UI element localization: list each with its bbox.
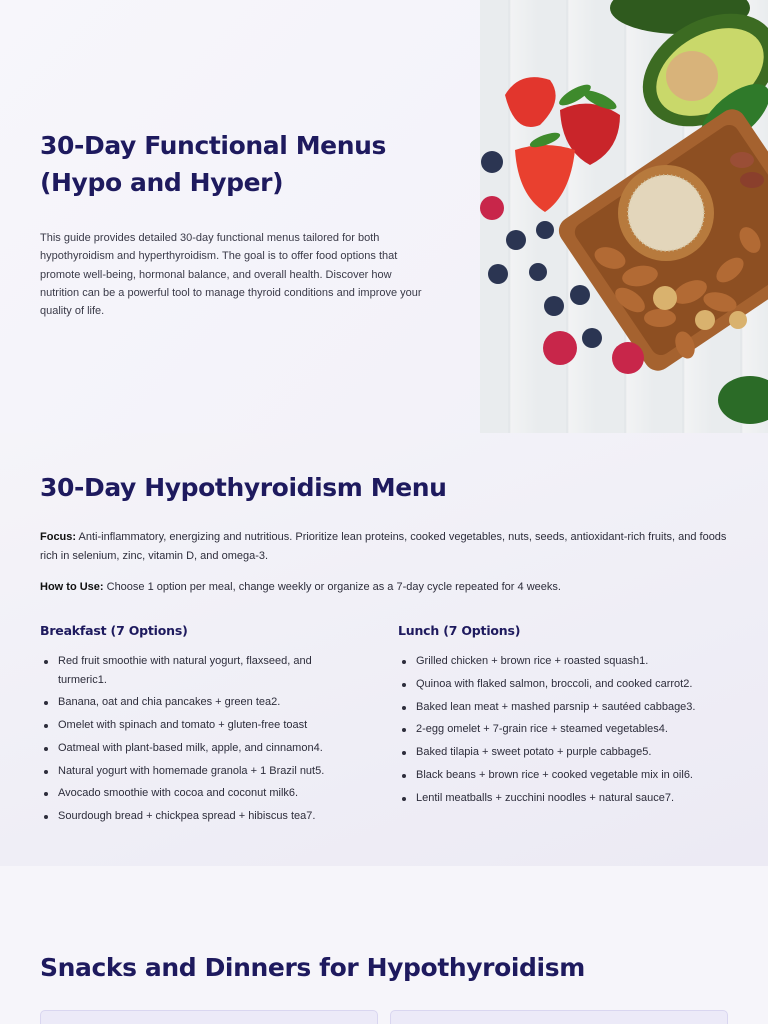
list-item: Black beans + brown rice + cooked vegetable mix in oil6. (398, 766, 718, 785)
list-item: Lentil meatballs + zucchini noodles + natural sauce7. (398, 789, 718, 808)
how-to-use-text: Choose 1 option per meal, change weekly or organize as a 7-day cycle repeated for 4 weeks. (103, 581, 561, 593)
list-item: Baked lean meat + mashed parsnip + sautéed cabbage3. (398, 698, 718, 717)
list-item: Red fruit smoothie with natural yogurt, flaxseed, and turmeric1. (40, 652, 360, 689)
snacks-card (40, 1010, 378, 1024)
breakfast-title: Breakfast (7 Options) (40, 623, 188, 638)
list-item: Avocado smoothie with cocoa and coconut milk6. (40, 784, 360, 803)
focus-label: Focus: (40, 531, 77, 543)
lunch-title: Lunch (7 Options) (398, 623, 521, 638)
section-title: 30-Day Hypothyroidism Menu (40, 473, 447, 502)
list-item: Omelet with spinach and tomato + gluten-free toast (40, 716, 360, 735)
snacks-section-title: Snacks and Dinners for Hypothyroidism (40, 953, 585, 982)
list-item: Sourdough bread + chickpea spread + hibiscus tea7. (40, 807, 360, 826)
avocado-pit (666, 51, 718, 101)
spinach-leaf-bottom (718, 376, 768, 424)
page-title: 30-Day Functional Menus (Hypo and Hyper) (40, 131, 387, 197)
food-illustration (480, 0, 768, 433)
strawberry-3 (515, 145, 575, 212)
how-to-use-label: How to Use: (40, 581, 104, 593)
hero-text-block (40, 127, 430, 320)
strawberry (505, 77, 556, 127)
list-item: Quinoa with flaked salmon, broccoli, and cooked carrot2. (398, 675, 718, 694)
hero-section (0, 0, 768, 433)
list-item: Baked tilapia + sweet potato + purple cabbage5. (398, 743, 718, 762)
list-item: Banana, oat and chia pancakes + green tea2. (40, 693, 360, 712)
list-item: Grilled chicken + brown rice + roasted squash1. (398, 652, 718, 671)
lunch-list (398, 652, 718, 807)
intro-paragraph: This guide provides detailed 30-day functional menus tailored for both hypothyroidism and hyperthyroidism. The goal is to offer food options that promote well-being, hormonal balance, and overall health. Discover how nutrition can be a powerful tool to manage thyroid conditions and improve your quality of life. (40, 232, 422, 318)
breakfast-column (40, 623, 360, 830)
hypothyroidism-menu-section (0, 433, 768, 866)
focus-paragraph (40, 528, 730, 566)
list-item: 2-egg omelet + 7-grain rice + steamed vegetables4. (398, 720, 718, 739)
dinners-card (390, 1010, 728, 1024)
healthy-food-photo (480, 0, 768, 433)
list-item: Natural yogurt with homemade granola + 1 Brazil nut5. (40, 762, 360, 781)
list-item: Oatmeal with plant-based milk, apple, and cinnamon4. (40, 739, 360, 758)
how-to-use-paragraph (40, 578, 730, 597)
breakfast-list (40, 652, 360, 826)
lunch-column (398, 623, 718, 812)
snacks-dinners-section (0, 866, 768, 1024)
focus-text: Anti-inflammatory, energizing and nutritious. Prioritize lean proteins, cooked vegetables, nuts, seeds, antioxidant-rich fruits, and foods rich in selenium, zinc, vitamin D, and omega-3. (40, 531, 727, 562)
